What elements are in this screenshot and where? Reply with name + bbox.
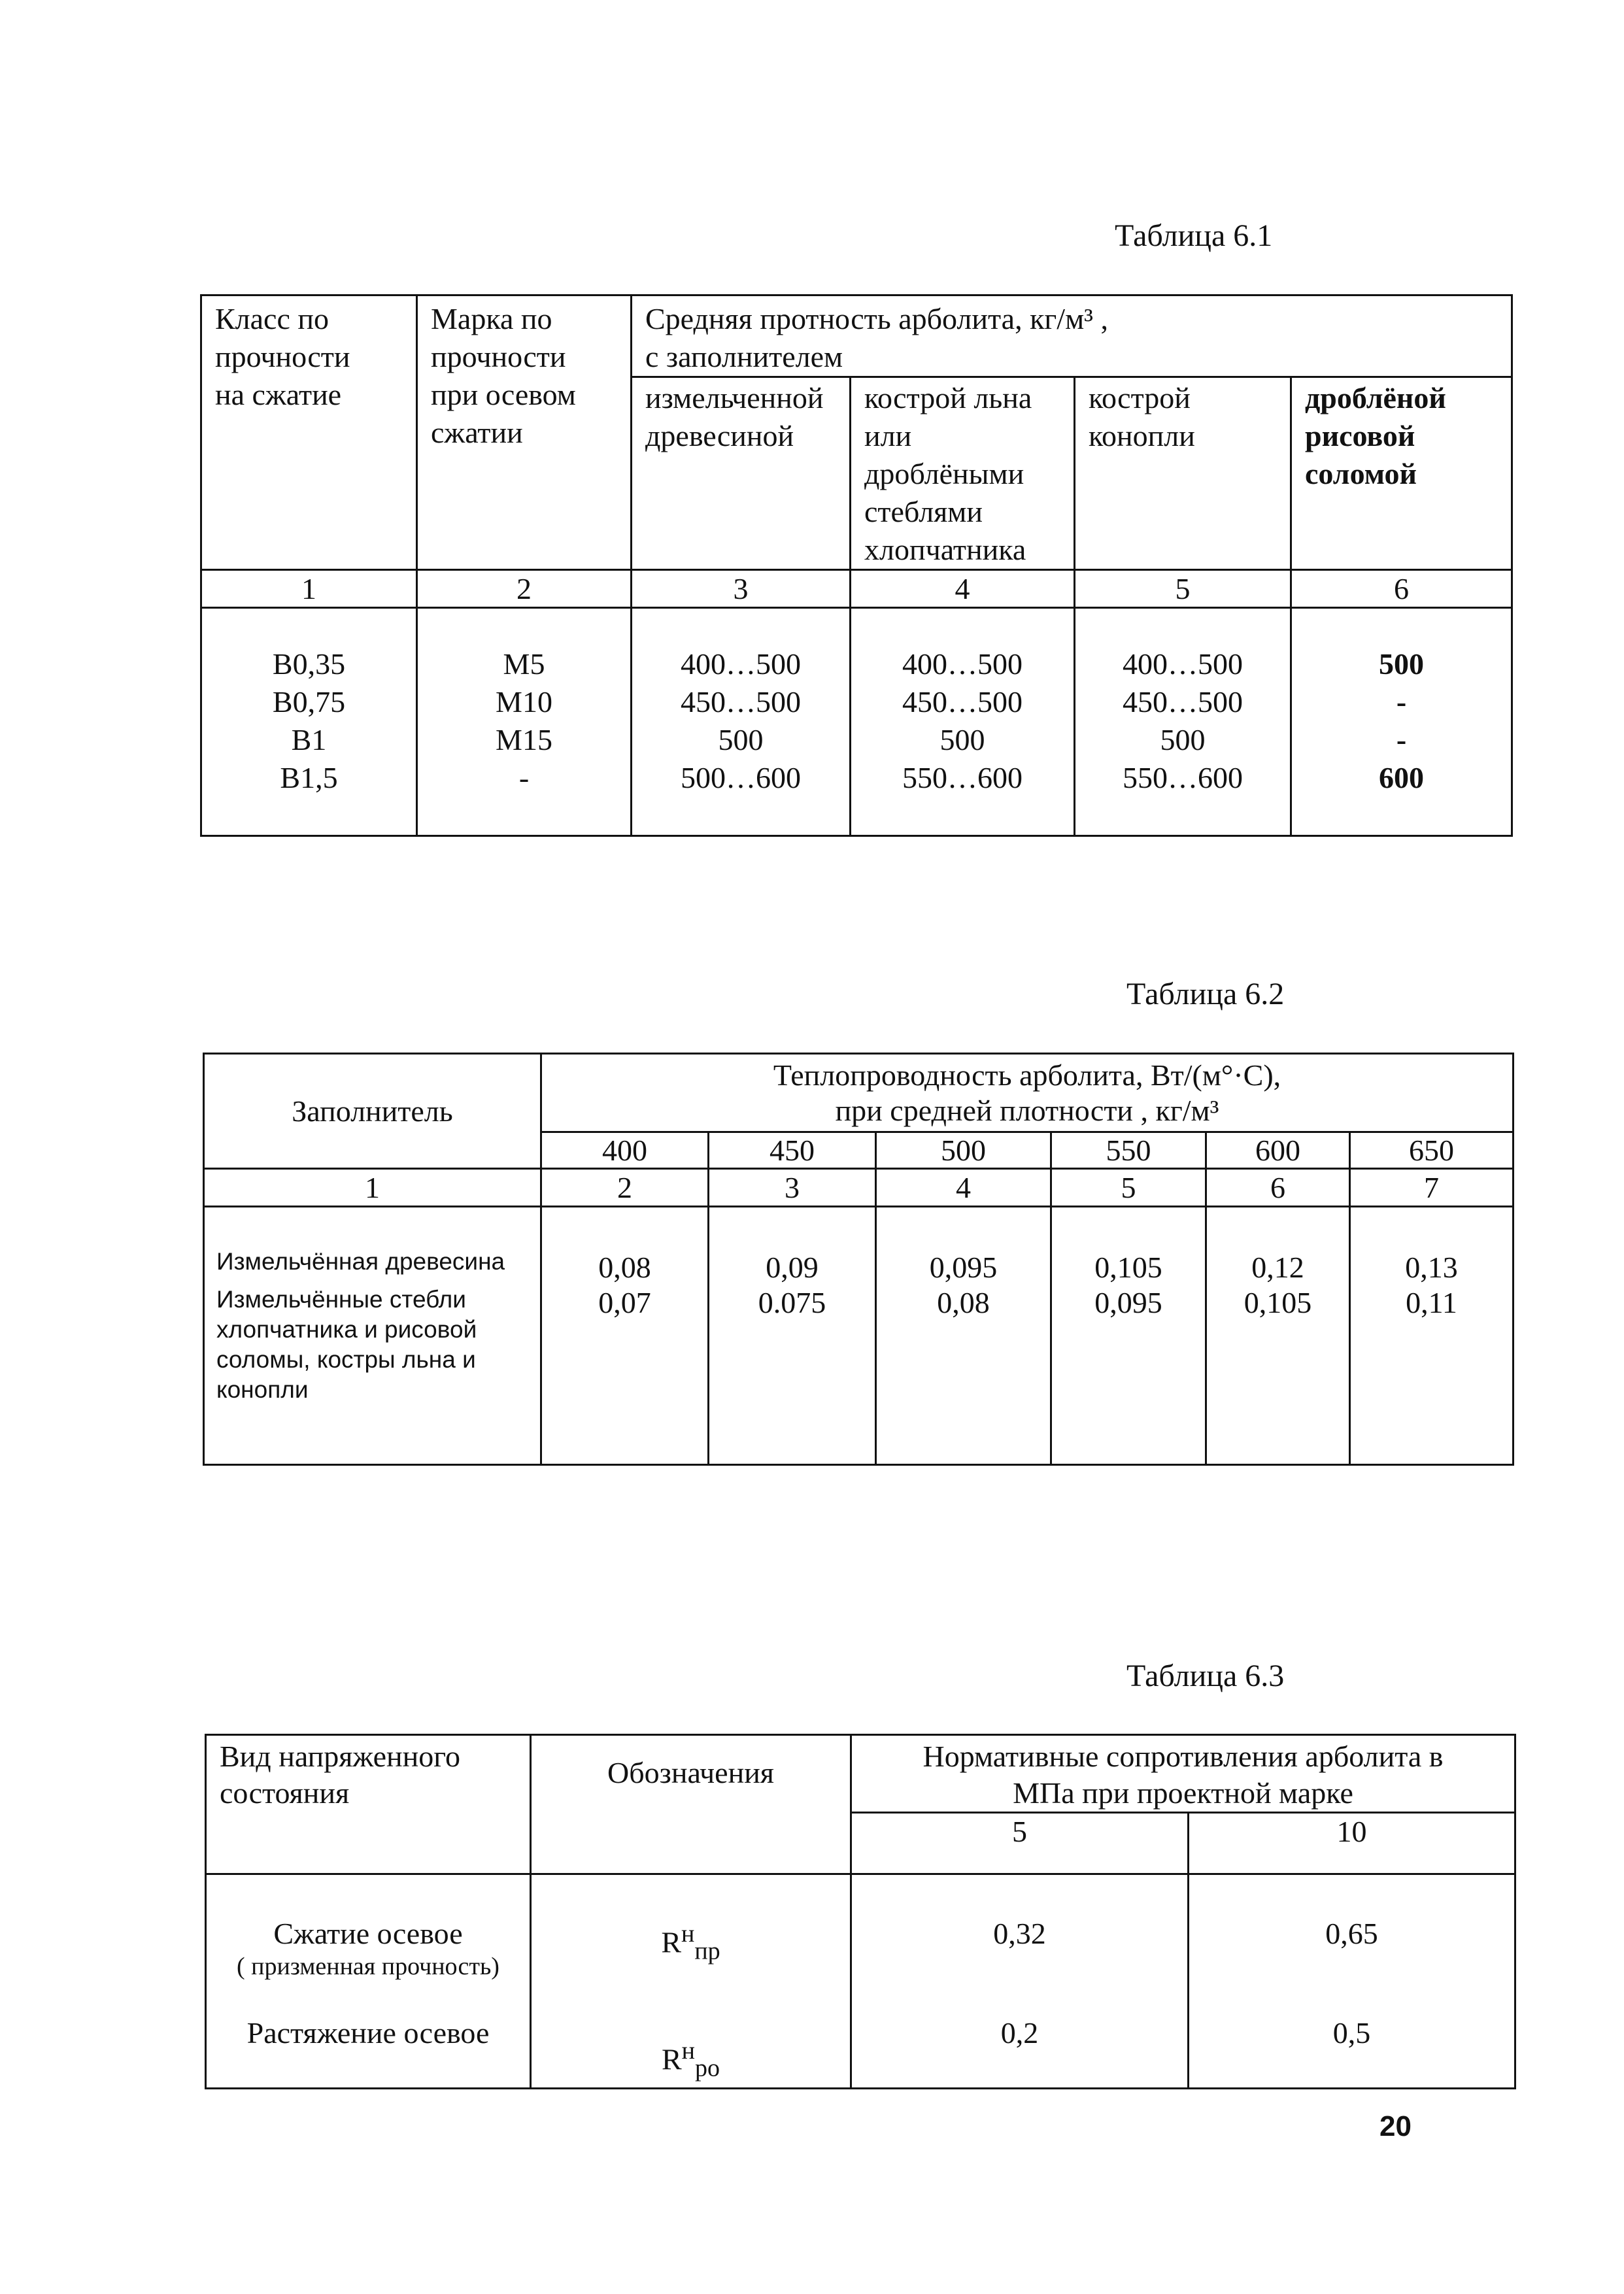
density-group-header: Средняя протность арболита, кг/м³ , с заполнителем — [632, 295, 1512, 377]
table-6-1-caption: Таблица 6.1 — [1115, 218, 1273, 253]
column-number-row — [204, 1169, 1514, 1207]
density-value: 450 — [709, 1132, 876, 1169]
table-6-3 — [205, 1734, 1516, 2089]
resistance-group-header: Нормативные сопротивления арболита в МПа при проектной марке — [851, 1735, 1515, 1813]
filler-header-flax-cotton: кострой льна или дроблёными стеблями хлопчатника — [851, 377, 1075, 570]
filler-header: Заполнитель — [204, 1054, 541, 1169]
resistance-grade-5-cell: 0,32 0,2 — [851, 1874, 1189, 2089]
conductivity-cell: 0,12 0,105 — [1206, 1207, 1350, 1465]
density-value: 400 — [541, 1132, 709, 1169]
column-number-row — [201, 570, 1512, 608]
conductivity-cell: 0,09 0.075 — [709, 1207, 876, 1465]
column-number: 5 — [1051, 1169, 1206, 1207]
class-header: Класс по прочности на сжатие — [201, 295, 417, 570]
density-rice-cell: 500 - - 600 — [1291, 608, 1512, 836]
table-6-1 — [200, 294, 1513, 837]
column-number: 6 — [1206, 1169, 1350, 1207]
table-6-2 — [203, 1053, 1514, 1466]
filler-label: Измельчённые стебли хлопчатника и рисовой соломы, костры льна и конопли — [216, 1286, 477, 1403]
density-flax-cell: 400…500 450…500 500 550…600 — [851, 608, 1075, 836]
density-value: 650 — [1350, 1132, 1514, 1169]
page-number: 20 — [1379, 2110, 1412, 2142]
designation-cell — [531, 1874, 851, 2089]
table-6-2-caption: Таблица 6.2 — [1126, 977, 1285, 1011]
table-row — [201, 608, 1512, 836]
stress-state-header: Вид напряженного состояния — [206, 1735, 531, 1874]
column-number: 7 — [1350, 1169, 1514, 1207]
symbol-tension: $R^н_{ро}$ — [661, 2036, 720, 2082]
density-wood-cell: 400…500 450…500 500 500…600 — [632, 608, 851, 836]
strength-class-cell: B0,35 B0,75 B1 B1,5 — [201, 608, 417, 836]
grade-10-header: 10 — [1189, 1813, 1515, 1874]
filler-label: Измельчённая древесина — [216, 1248, 505, 1275]
conductivity-cell: 0,095 0,08 — [876, 1207, 1051, 1465]
strength-grade-cell: M5 M10 M15 - — [417, 608, 632, 836]
column-number: 4 — [851, 570, 1075, 608]
filler-header-rice-straw: дроблёной рисовой соломой — [1291, 377, 1512, 570]
column-number: 6 — [1291, 570, 1512, 608]
table-6-3-caption: Таблица 6.3 — [1126, 1659, 1285, 1693]
designation-header: Обозначения — [531, 1735, 851, 1874]
column-number: 3 — [632, 570, 851, 608]
conductivity-cell: 0,13 0,11 — [1350, 1207, 1514, 1465]
column-number: 4 — [876, 1169, 1051, 1207]
filler-labels-cell — [204, 1207, 541, 1465]
stress-state-cell: Сжатие осевое ( призменная прочность) Растяжение осевое — [206, 1874, 531, 2089]
column-number: 1 — [204, 1169, 541, 1207]
grade-5-header: 5 — [851, 1813, 1189, 1874]
density-value: 550 — [1051, 1132, 1206, 1169]
column-number: 1 — [201, 570, 417, 608]
column-number: 3 — [709, 1169, 876, 1207]
table-row — [206, 1874, 1515, 2089]
grade-header: Марка по прочности при осевом сжатии — [417, 295, 632, 570]
column-number: 2 — [541, 1169, 709, 1207]
filler-header-hemp: кострой конопли — [1075, 377, 1291, 570]
resistance-grade-10-cell: 0,65 0,5 — [1189, 1874, 1515, 2089]
density-value: 500 — [876, 1132, 1051, 1169]
column-number: 2 — [417, 570, 632, 608]
conductivity-cell: 0,08 0,07 — [541, 1207, 709, 1465]
column-number: 5 — [1075, 570, 1291, 608]
table-row — [204, 1207, 1514, 1465]
filler-header-wood: измельченной древесиной — [632, 377, 851, 570]
density-hemp-cell: 400…500 450…500 500 550…600 — [1075, 608, 1291, 836]
symbol-compression: $R^н_{пр}$ — [661, 1920, 720, 1965]
conductivity-cell: 0,105 0,095 — [1051, 1207, 1206, 1465]
density-value: 600 — [1206, 1132, 1350, 1169]
conductivity-group-header: Теплопроводность арболита, Вт/(м°·С), при средней плотности , кг/м³ — [541, 1054, 1514, 1132]
